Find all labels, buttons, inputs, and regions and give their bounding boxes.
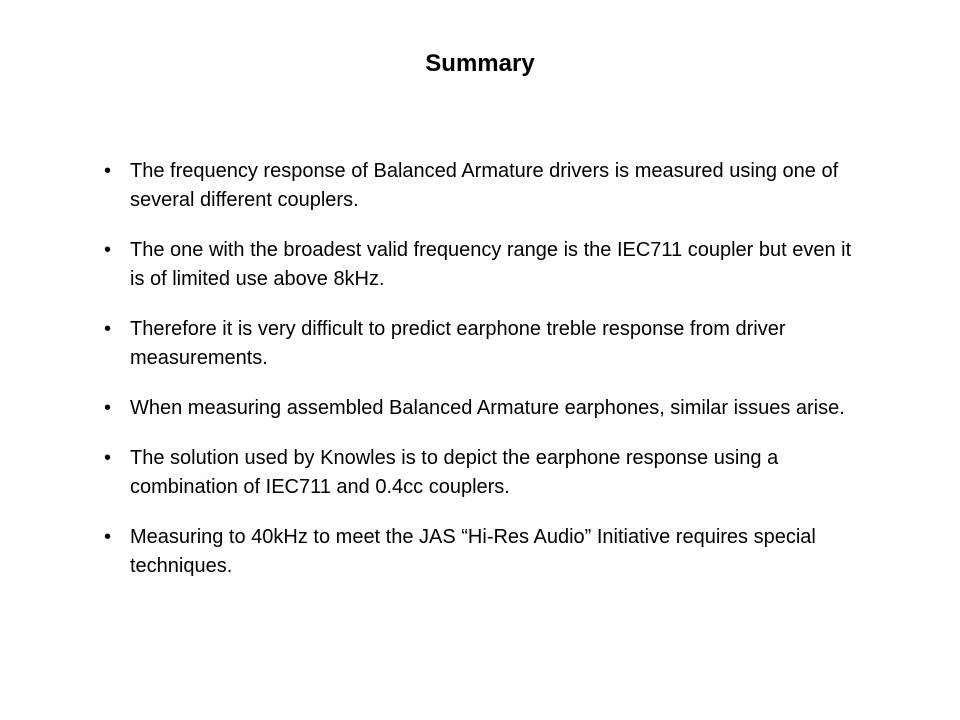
bullet-text: Measuring to 40kHz to meet the JAS “Hi-Res Audio” Initiative requires special techniques. — [130, 526, 816, 577]
bullet-icon: • — [104, 239, 112, 261]
bullet-text: When measuring assembled Balanced Armature earphones, similar issues arise. — [130, 397, 845, 419]
bullet-icon: • — [104, 397, 112, 419]
bullet-icon: • — [104, 526, 112, 548]
bullet-item — [104, 157, 864, 215]
bullet-text: Therefore it is very difficult to predict earphone treble response from driver measurements. — [130, 318, 786, 369]
bullet-item — [104, 236, 864, 294]
bullet-item — [104, 523, 864, 581]
bullet-icon: • — [104, 160, 112, 182]
bullet-item — [104, 444, 864, 502]
bullet-icon: • — [104, 447, 112, 469]
bullet-list — [104, 157, 864, 602]
bullet-text: The solution used by Knowles is to depict the earphone response using a combination of IEC711 and 0.4cc couplers. — [130, 447, 779, 498]
bullet-item — [104, 315, 864, 373]
bullet-text: The one with the broadest valid frequency range is the IEC711 coupler but even it is of limited use above 8kHz. — [130, 239, 852, 290]
bullet-text: The frequency response of Balanced Armature drivers is measured using one of several different couplers. — [130, 160, 839, 211]
slide-title: Summary — [425, 50, 535, 77]
bullet-item — [104, 394, 864, 423]
bullet-icon: • — [104, 318, 112, 340]
